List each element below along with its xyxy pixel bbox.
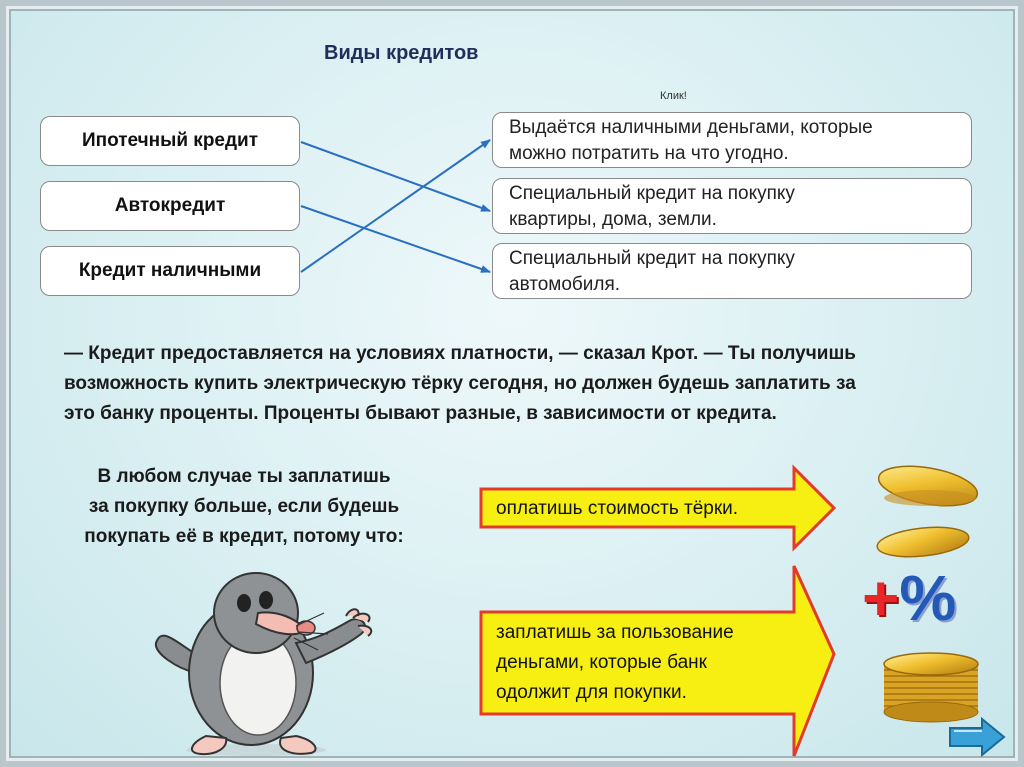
line-auto-to-car — [301, 206, 490, 272]
story-line: возможность купить электрическую тёрку сегодня, но должен будешь заплатить за — [64, 373, 856, 394]
arrow-line: оплатишь стоимость тёрки. — [496, 498, 739, 519]
credit-type-cash[interactable] — [40, 246, 300, 296]
arrow-line: одолжит для покупки. — [496, 682, 687, 703]
coins-top-icon — [868, 456, 988, 566]
coin-stack-icon — [876, 646, 986, 726]
mole-eye-right — [259, 591, 273, 609]
mole-eye-left — [237, 594, 251, 612]
conclusion-text — [44, 462, 444, 552]
next-slide-button[interactable] — [946, 716, 1008, 758]
credit-type-label: Автокредит — [114, 195, 226, 216]
description-auto[interactable] — [492, 243, 972, 299]
mole-foot-right — [280, 736, 316, 754]
credit-type-label: Кредит наличными — [78, 260, 262, 281]
conclusion-line: В любом случае ты заплатишь — [97, 466, 391, 487]
line-mortgage-to-apartment — [301, 142, 490, 211]
description-line: можно потратить на что угодно. — [509, 143, 789, 164]
description-mortgage[interactable] — [492, 178, 972, 234]
percent-sign-text: +% — [862, 562, 957, 634]
line-cash-to-anything — [301, 140, 490, 272]
credit-type-mortgage[interactable] — [40, 116, 300, 166]
conclusion-line: за покупку больше, если будешь — [88, 496, 400, 517]
description-line: квартиры, дома, земли. — [509, 209, 717, 230]
credit-type-auto[interactable] — [40, 181, 300, 231]
story-line: — Кредит предоставляется на условиях платности, — сказал Крот. — Ты получишь — [64, 343, 856, 364]
arrow-text-price — [496, 494, 738, 524]
story-line: это банку проценты. Проценты бывают разные, в зависимости от кредита. — [64, 403, 777, 424]
description-line: Выдаётся наличными деньгами, которые — [509, 117, 873, 138]
credit-type-label: Ипотечный кредит — [81, 130, 259, 151]
arrow-text-interest — [496, 618, 734, 708]
click-hint[interactable]: Клик! — [660, 90, 687, 102]
conclusion-line: покупать её в кредит, потому что: — [84, 526, 404, 547]
story-text — [64, 339, 994, 429]
page-title: Виды кредитов — [324, 42, 479, 64]
arrow-line: заплатишь за пользование — [496, 622, 734, 643]
mole-head — [214, 573, 298, 653]
plus-percent-icon — [862, 562, 957, 634]
description-line: автомобиля. — [509, 274, 621, 295]
arrow-line: деньгами, которые банк — [496, 652, 707, 673]
mole-illustration — [146, 558, 386, 758]
description-line: Специальный кредит на покупку — [509, 248, 795, 269]
description-line: Специальный кредит на покупку — [509, 183, 795, 204]
description-cash[interactable] — [492, 112, 972, 168]
